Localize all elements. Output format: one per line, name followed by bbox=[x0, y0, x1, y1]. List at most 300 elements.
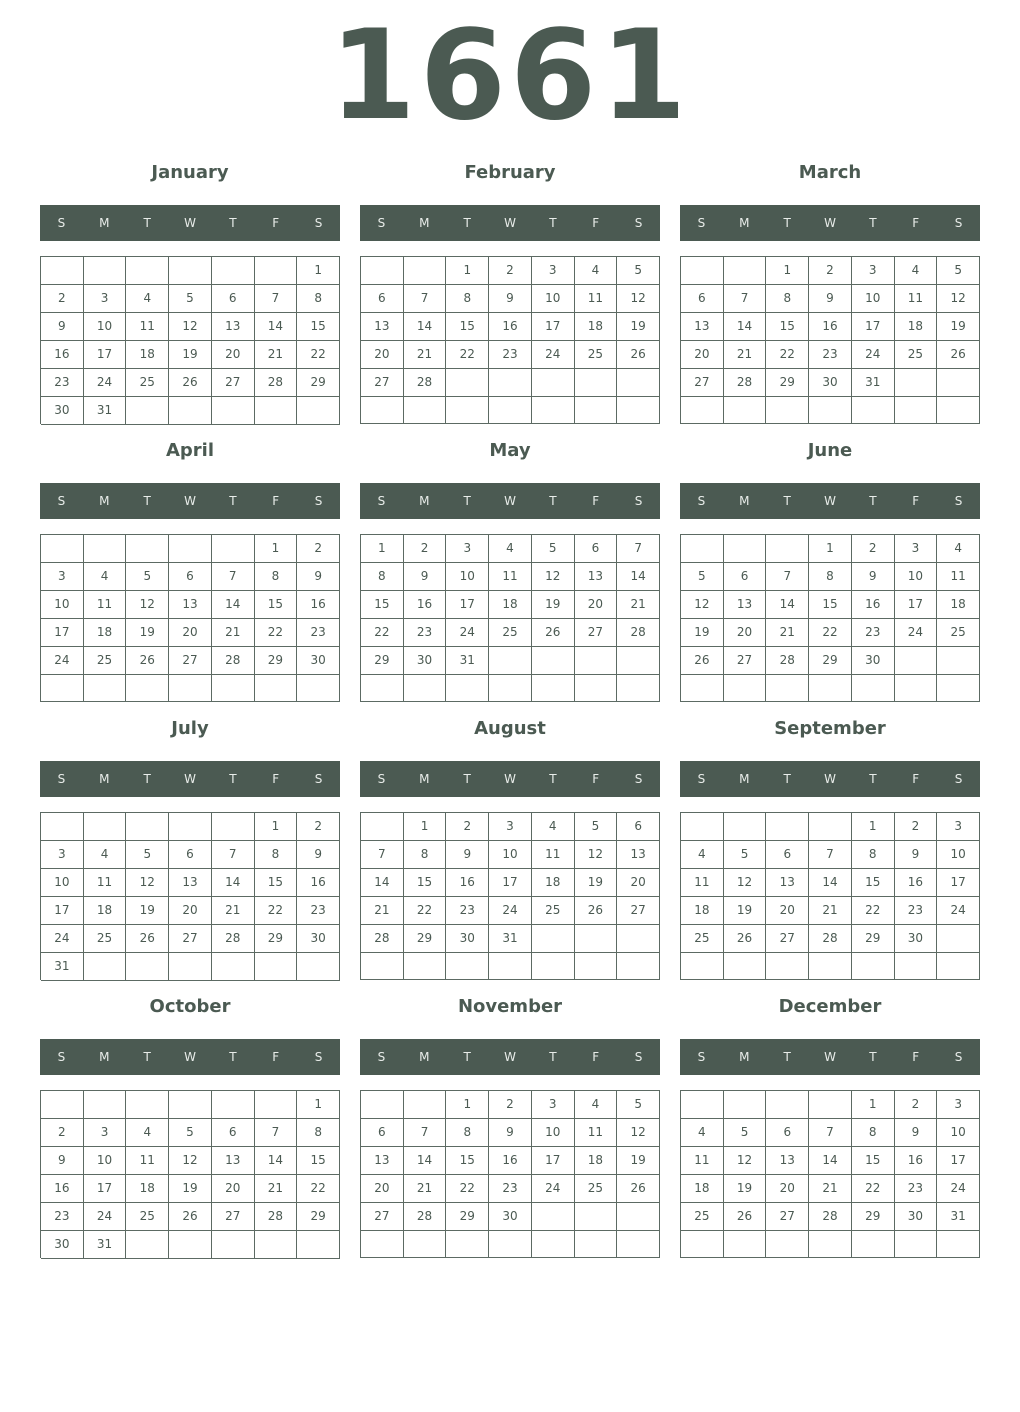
day-cell: 18 bbox=[126, 1175, 169, 1203]
day-cell bbox=[617, 647, 660, 675]
day-cell: 6 bbox=[212, 1119, 255, 1147]
day-cell: 25 bbox=[895, 341, 938, 369]
day-cell: 30 bbox=[895, 925, 938, 953]
day-cell bbox=[895, 369, 938, 397]
day-cell: 11 bbox=[489, 563, 532, 591]
day-cell: 8 bbox=[446, 285, 489, 313]
day-cell: 22 bbox=[297, 341, 340, 369]
day-cell bbox=[169, 397, 212, 425]
day-cell: 27 bbox=[212, 1203, 255, 1231]
day-cell: 2 bbox=[297, 535, 340, 563]
day-cell bbox=[169, 535, 212, 563]
day-cell bbox=[169, 813, 212, 841]
day-cell: 15 bbox=[255, 591, 298, 619]
day-cell: 19 bbox=[169, 341, 212, 369]
day-cell: 6 bbox=[766, 841, 809, 869]
weekday-label: S bbox=[57, 216, 66, 230]
day-cell: 5 bbox=[617, 257, 660, 285]
month-name: January bbox=[151, 162, 229, 183]
day-cell: 2 bbox=[489, 257, 532, 285]
weekday-label: W bbox=[504, 772, 516, 786]
day-cell: 28 bbox=[766, 647, 809, 675]
day-cell: 13 bbox=[361, 1147, 404, 1175]
day-cell: 27 bbox=[766, 925, 809, 953]
day-cell bbox=[617, 1203, 660, 1231]
day-cell: 17 bbox=[489, 869, 532, 897]
weekday-label: S bbox=[954, 1050, 963, 1064]
day-cell: 3 bbox=[937, 813, 980, 841]
day-cell: 8 bbox=[297, 285, 340, 313]
day-cell: 29 bbox=[255, 647, 298, 675]
day-cell: 29 bbox=[297, 1203, 340, 1231]
day-cell: 1 bbox=[297, 257, 340, 285]
day-cell: 25 bbox=[681, 925, 724, 953]
day-cell: 26 bbox=[724, 925, 767, 953]
day-cell: 27 bbox=[575, 619, 618, 647]
month-name: May bbox=[489, 440, 531, 461]
day-cell bbox=[617, 1231, 660, 1258]
day-cell: 30 bbox=[895, 1203, 938, 1231]
day-cell: 1 bbox=[446, 1091, 489, 1119]
day-cell: 5 bbox=[937, 257, 980, 285]
day-cell: 23 bbox=[852, 619, 895, 647]
day-cell: 13 bbox=[169, 591, 212, 619]
day-cell: 18 bbox=[532, 869, 575, 897]
day-cell: 3 bbox=[84, 1119, 127, 1147]
weekday-label: M bbox=[419, 216, 430, 230]
day-cell: 31 bbox=[84, 1231, 127, 1259]
day-cell: 20 bbox=[681, 341, 724, 369]
day-cell bbox=[766, 1231, 809, 1258]
weekday-label: T bbox=[549, 216, 557, 230]
day-cell: 16 bbox=[446, 869, 489, 897]
day-cell: 6 bbox=[169, 563, 212, 591]
day-cell: 4 bbox=[532, 813, 575, 841]
weekday-label: W bbox=[824, 216, 836, 230]
day-cell: 10 bbox=[532, 1119, 575, 1147]
day-cell: 4 bbox=[126, 1119, 169, 1147]
day-cell: 9 bbox=[489, 285, 532, 313]
day-cell bbox=[724, 1091, 767, 1119]
day-cell bbox=[532, 1203, 575, 1231]
day-cell: 19 bbox=[169, 1175, 212, 1203]
day-cell: 10 bbox=[937, 841, 980, 869]
day-cell: 8 bbox=[404, 841, 447, 869]
day-cell: 31 bbox=[41, 953, 84, 981]
day-cell: 7 bbox=[255, 1119, 298, 1147]
day-cell: 4 bbox=[895, 257, 938, 285]
day-cell: 18 bbox=[489, 591, 532, 619]
day-cell: 2 bbox=[297, 813, 340, 841]
day-cell bbox=[361, 397, 404, 424]
day-cell: 1 bbox=[297, 1091, 340, 1119]
month-name: September bbox=[774, 718, 886, 739]
day-cell: 21 bbox=[766, 619, 809, 647]
day-cell bbox=[297, 1231, 340, 1259]
weekday-label: T bbox=[463, 494, 471, 508]
day-cell: 7 bbox=[404, 285, 447, 313]
day-cell bbox=[361, 257, 404, 285]
weekday-label: T bbox=[869, 772, 877, 786]
day-cell: 19 bbox=[575, 869, 618, 897]
day-cell bbox=[126, 257, 169, 285]
day-cell bbox=[617, 369, 660, 397]
day-cell bbox=[212, 1231, 255, 1259]
day-cell: 4 bbox=[937, 535, 980, 563]
day-cell: 14 bbox=[255, 1147, 298, 1175]
weekday-label: S bbox=[634, 772, 643, 786]
day-cell bbox=[532, 647, 575, 675]
weekday-header bbox=[680, 483, 980, 519]
day-cell: 29 bbox=[766, 369, 809, 397]
day-cell bbox=[766, 953, 809, 980]
day-cell: 21 bbox=[212, 897, 255, 925]
day-cell: 12 bbox=[724, 1147, 767, 1175]
day-cell bbox=[212, 675, 255, 702]
day-cell: 22 bbox=[255, 619, 298, 647]
day-cell bbox=[489, 369, 532, 397]
day-cell bbox=[532, 397, 575, 424]
day-cell: 12 bbox=[617, 285, 660, 313]
day-cell: 4 bbox=[84, 841, 127, 869]
day-cell: 3 bbox=[532, 257, 575, 285]
day-grid bbox=[40, 812, 340, 980]
weekday-label: T bbox=[463, 216, 471, 230]
day-cell: 13 bbox=[212, 313, 255, 341]
day-cell: 5 bbox=[724, 841, 767, 869]
month-name: April bbox=[165, 440, 215, 461]
day-cell bbox=[724, 257, 767, 285]
day-cell bbox=[489, 397, 532, 424]
day-cell: 3 bbox=[41, 563, 84, 591]
day-cell: 26 bbox=[937, 341, 980, 369]
weekday-label: F bbox=[912, 494, 920, 508]
day-cell: 16 bbox=[41, 341, 84, 369]
day-cell bbox=[212, 953, 255, 981]
weekday-label: T bbox=[783, 772, 791, 786]
day-cell: 9 bbox=[852, 563, 895, 591]
day-cell bbox=[724, 953, 767, 980]
day-cell: 26 bbox=[169, 369, 212, 397]
day-cell: 15 bbox=[297, 1147, 340, 1175]
weekday-label: T bbox=[463, 772, 471, 786]
day-cell: 27 bbox=[169, 647, 212, 675]
day-cell: 16 bbox=[297, 869, 340, 897]
day-cell: 23 bbox=[446, 897, 489, 925]
day-cell: 5 bbox=[169, 1119, 212, 1147]
day-cell: 28 bbox=[212, 925, 255, 953]
day-cell bbox=[809, 397, 852, 424]
weekday-header bbox=[360, 483, 660, 519]
day-cell bbox=[681, 257, 724, 285]
weekday-label: T bbox=[869, 1050, 877, 1064]
day-cell: 15 bbox=[446, 313, 489, 341]
weekday-label: M bbox=[419, 494, 430, 508]
weekday-label: M bbox=[99, 772, 110, 786]
day-cell: 8 bbox=[361, 563, 404, 591]
day-cell bbox=[41, 675, 84, 702]
day-cell: 18 bbox=[84, 619, 127, 647]
day-cell: 21 bbox=[361, 897, 404, 925]
day-cell bbox=[532, 675, 575, 702]
day-cell: 22 bbox=[255, 897, 298, 925]
day-cell: 20 bbox=[766, 1175, 809, 1203]
day-cell bbox=[895, 647, 938, 675]
month-name: June bbox=[807, 440, 853, 461]
day-cell bbox=[84, 1091, 127, 1119]
day-cell bbox=[575, 925, 618, 953]
day-cell: 29 bbox=[361, 647, 404, 675]
day-cell: 25 bbox=[532, 897, 575, 925]
day-cell bbox=[681, 953, 724, 980]
day-cell: 13 bbox=[361, 313, 404, 341]
weekday-label: M bbox=[99, 1050, 110, 1064]
day-cell: 3 bbox=[895, 535, 938, 563]
weekday-label: S bbox=[954, 772, 963, 786]
day-cell: 14 bbox=[361, 869, 404, 897]
day-cell: 18 bbox=[681, 1175, 724, 1203]
day-cell: 26 bbox=[617, 341, 660, 369]
day-cell: 22 bbox=[852, 897, 895, 925]
day-cell bbox=[532, 953, 575, 980]
day-cell bbox=[681, 675, 724, 702]
day-cell: 12 bbox=[169, 313, 212, 341]
day-cell: 16 bbox=[809, 313, 852, 341]
day-cell: 7 bbox=[766, 563, 809, 591]
day-cell: 6 bbox=[766, 1119, 809, 1147]
day-cell: 21 bbox=[809, 1175, 852, 1203]
day-cell bbox=[255, 1231, 298, 1259]
day-cell: 9 bbox=[297, 563, 340, 591]
day-cell: 3 bbox=[852, 257, 895, 285]
day-cell: 7 bbox=[212, 563, 255, 591]
weekday-label: W bbox=[184, 216, 196, 230]
day-cell: 6 bbox=[361, 1119, 404, 1147]
day-cell: 6 bbox=[169, 841, 212, 869]
day-cell bbox=[852, 675, 895, 702]
day-cell bbox=[532, 369, 575, 397]
day-cell bbox=[724, 813, 767, 841]
day-cell: 19 bbox=[532, 591, 575, 619]
day-cell: 19 bbox=[681, 619, 724, 647]
day-cell: 31 bbox=[852, 369, 895, 397]
day-cell: 2 bbox=[404, 535, 447, 563]
day-cell bbox=[532, 1231, 575, 1258]
day-cell: 2 bbox=[489, 1091, 532, 1119]
day-cell: 4 bbox=[575, 257, 618, 285]
day-cell: 13 bbox=[681, 313, 724, 341]
month-name: December bbox=[778, 996, 882, 1017]
day-cell: 23 bbox=[489, 1175, 532, 1203]
day-cell bbox=[575, 1203, 618, 1231]
day-cell bbox=[126, 813, 169, 841]
day-cell: 18 bbox=[84, 897, 127, 925]
weekday-label: M bbox=[99, 216, 110, 230]
day-cell: 14 bbox=[766, 591, 809, 619]
day-cell: 22 bbox=[446, 1175, 489, 1203]
day-cell: 23 bbox=[489, 341, 532, 369]
day-cell: 10 bbox=[41, 869, 84, 897]
day-cell: 15 bbox=[446, 1147, 489, 1175]
day-cell bbox=[895, 1231, 938, 1258]
day-cell: 16 bbox=[489, 1147, 532, 1175]
day-cell: 26 bbox=[169, 1203, 212, 1231]
weekday-label: T bbox=[783, 494, 791, 508]
month-name: March bbox=[798, 162, 862, 183]
day-cell: 22 bbox=[766, 341, 809, 369]
day-cell: 28 bbox=[255, 1203, 298, 1231]
day-cell: 1 bbox=[255, 813, 298, 841]
day-cell: 8 bbox=[809, 563, 852, 591]
day-cell: 23 bbox=[895, 1175, 938, 1203]
day-cell: 12 bbox=[169, 1147, 212, 1175]
day-cell: 24 bbox=[489, 897, 532, 925]
day-cell: 13 bbox=[575, 563, 618, 591]
day-cell bbox=[84, 953, 127, 981]
day-cell bbox=[681, 397, 724, 424]
day-cell: 25 bbox=[681, 1203, 724, 1231]
weekday-label: F bbox=[272, 216, 280, 230]
day-grid bbox=[680, 1090, 980, 1258]
day-cell: 7 bbox=[809, 1119, 852, 1147]
day-cell bbox=[361, 953, 404, 980]
day-cell bbox=[681, 1231, 724, 1258]
day-cell: 30 bbox=[446, 925, 489, 953]
day-cell: 17 bbox=[446, 591, 489, 619]
day-cell: 30 bbox=[41, 397, 84, 425]
weekday-label: M bbox=[739, 772, 750, 786]
day-cell bbox=[169, 675, 212, 702]
day-cell: 5 bbox=[617, 1091, 660, 1119]
day-cell: 17 bbox=[937, 1147, 980, 1175]
day-cell bbox=[126, 397, 169, 425]
weekday-label: M bbox=[419, 1050, 430, 1064]
day-cell: 7 bbox=[809, 841, 852, 869]
day-cell bbox=[297, 953, 340, 981]
day-cell: 8 bbox=[297, 1119, 340, 1147]
weekday-header bbox=[40, 1039, 340, 1075]
weekday-label: T bbox=[783, 216, 791, 230]
weekday-label: T bbox=[229, 216, 237, 230]
weekday-label: S bbox=[377, 772, 386, 786]
day-cell: 26 bbox=[575, 897, 618, 925]
day-cell: 19 bbox=[126, 897, 169, 925]
day-cell: 6 bbox=[724, 563, 767, 591]
day-cell bbox=[41, 535, 84, 563]
weekday-label: S bbox=[314, 216, 323, 230]
day-cell: 24 bbox=[84, 1203, 127, 1231]
day-cell: 24 bbox=[41, 647, 84, 675]
month-name: February bbox=[464, 162, 556, 183]
day-cell: 16 bbox=[895, 869, 938, 897]
day-cell: 25 bbox=[84, 925, 127, 953]
day-cell: 10 bbox=[532, 285, 575, 313]
day-cell: 24 bbox=[446, 619, 489, 647]
day-cell: 2 bbox=[895, 1091, 938, 1119]
day-cell: 29 bbox=[255, 925, 298, 953]
day-cell: 14 bbox=[212, 591, 255, 619]
day-cell: 20 bbox=[169, 897, 212, 925]
weekday-label: T bbox=[549, 772, 557, 786]
day-cell: 11 bbox=[84, 591, 127, 619]
day-cell bbox=[41, 1091, 84, 1119]
day-cell: 3 bbox=[446, 535, 489, 563]
day-cell: 17 bbox=[852, 313, 895, 341]
day-cell bbox=[724, 535, 767, 563]
day-cell: 14 bbox=[809, 869, 852, 897]
day-cell: 2 bbox=[446, 813, 489, 841]
day-cell: 17 bbox=[41, 897, 84, 925]
day-cell: 27 bbox=[766, 1203, 809, 1231]
day-cell: 14 bbox=[617, 563, 660, 591]
day-cell: 29 bbox=[852, 1203, 895, 1231]
day-cell: 9 bbox=[489, 1119, 532, 1147]
day-cell bbox=[446, 1231, 489, 1258]
weekday-label: M bbox=[419, 772, 430, 786]
day-cell: 5 bbox=[126, 841, 169, 869]
day-cell: 1 bbox=[361, 535, 404, 563]
weekday-label: S bbox=[57, 772, 66, 786]
weekday-label: S bbox=[697, 216, 706, 230]
weekday-label: W bbox=[504, 1050, 516, 1064]
day-cell: 28 bbox=[724, 369, 767, 397]
weekday-label: W bbox=[504, 494, 516, 508]
day-cell: 7 bbox=[404, 1119, 447, 1147]
day-cell bbox=[126, 675, 169, 702]
day-cell: 3 bbox=[937, 1091, 980, 1119]
day-cell: 18 bbox=[575, 1147, 618, 1175]
day-cell bbox=[255, 397, 298, 425]
day-cell: 7 bbox=[724, 285, 767, 313]
weekday-label: T bbox=[549, 494, 557, 508]
weekday-label: S bbox=[634, 1050, 643, 1064]
weekday-label: F bbox=[272, 1050, 280, 1064]
day-cell: 11 bbox=[937, 563, 980, 591]
day-cell: 16 bbox=[852, 591, 895, 619]
weekday-label: F bbox=[912, 772, 920, 786]
day-cell: 31 bbox=[937, 1203, 980, 1231]
day-cell: 16 bbox=[404, 591, 447, 619]
day-cell: 22 bbox=[852, 1175, 895, 1203]
month-name: August bbox=[474, 718, 546, 739]
day-cell bbox=[297, 397, 340, 425]
weekday-label: W bbox=[504, 216, 516, 230]
day-cell: 10 bbox=[84, 1147, 127, 1175]
day-cell bbox=[126, 1091, 169, 1119]
day-cell: 5 bbox=[126, 563, 169, 591]
day-cell: 8 bbox=[766, 285, 809, 313]
day-cell: 28 bbox=[809, 925, 852, 953]
day-cell: 3 bbox=[532, 1091, 575, 1119]
day-cell: 25 bbox=[126, 369, 169, 397]
day-cell: 20 bbox=[617, 869, 660, 897]
day-cell: 5 bbox=[169, 285, 212, 313]
day-cell: 7 bbox=[617, 535, 660, 563]
day-cell: 21 bbox=[617, 591, 660, 619]
day-cell: 1 bbox=[255, 535, 298, 563]
day-cell: 28 bbox=[617, 619, 660, 647]
weekday-label: F bbox=[592, 772, 600, 786]
day-cell: 15 bbox=[766, 313, 809, 341]
weekday-header bbox=[360, 761, 660, 797]
day-cell: 8 bbox=[255, 841, 298, 869]
day-cell: 15 bbox=[404, 869, 447, 897]
day-cell: 13 bbox=[724, 591, 767, 619]
day-cell bbox=[361, 675, 404, 702]
day-cell: 15 bbox=[852, 1147, 895, 1175]
day-cell: 26 bbox=[532, 619, 575, 647]
weekday-label: S bbox=[314, 494, 323, 508]
